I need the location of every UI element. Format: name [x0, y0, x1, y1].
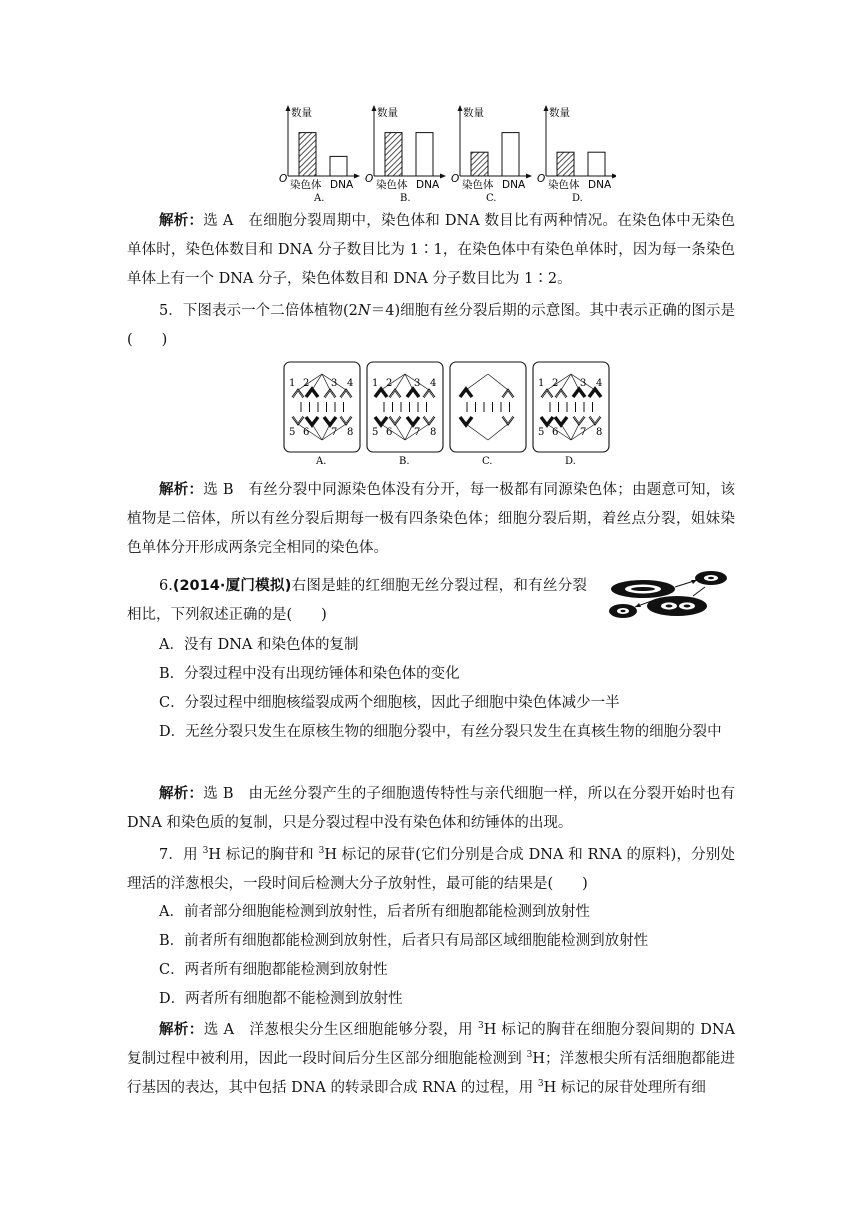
panel-letter: B.	[399, 456, 410, 467]
chromosome-bar	[557, 152, 574, 176]
cell-outline	[367, 362, 443, 452]
analysis-label: 解析：	[159, 1022, 204, 1038]
q6-option-b: B．分裂过程中没有出现纺锤体和染色体的变化	[159, 666, 460, 682]
q5-mitosis-panels	[280, 360, 610, 470]
bar-chart-2	[365, 105, 446, 204]
dna-bar	[502, 133, 519, 176]
chromosome-number: 7	[580, 427, 587, 438]
analysis-text: 选 B 由无丝分裂产生的子细胞遗传特性与亲代细胞一样，所以在分裂开始时也有 DNA 和染色质的复制，只是分裂过程中没有染色体和纺锤体的出现。	[127, 786, 735, 831]
y-axis-label: 数量	[377, 107, 398, 119]
dna-bar	[416, 133, 433, 176]
chromosome-number: 7	[331, 427, 338, 438]
origin-label: O	[451, 173, 460, 185]
x-label-dna: DNA	[502, 179, 526, 191]
x-label-dna: DNA	[588, 179, 612, 191]
chromosome-number: 4	[596, 378, 603, 389]
analysis-label: 解析：	[159, 482, 204, 498]
chromosome-number: 8	[596, 427, 603, 438]
origin-label: O	[279, 173, 288, 185]
q6-option-d: D．无丝分裂只发生在原核生物的细胞分裂中，有丝分裂只发生在真核生物的细胞分裂中	[159, 724, 722, 740]
q7-analysis: 解析：选 A 洋葱根尖分生区细胞能够分裂，用 $^3$H 标记的胸苷在细胞分裂间期的 DNA 复制过程中被利用，因此一段时间后分生区部分细胞能检测到 $^3$H；洋葱根尖所有活细胞都能进行基因的表达，其中包括 DNA 的转录即合成 RNA 的过程，用 $^3$H 标记的尿苷处理所有细	[127, 1021, 735, 1096]
mitosis-panel-4	[533, 362, 609, 467]
chromosome-number: 4	[430, 378, 437, 389]
q5-stem: 5．下图表示一个二倍体植物(2N＝4)细胞有丝分裂后期的示意图。其中表示正确的图示是( )	[127, 303, 735, 348]
chromosome-number: 3	[580, 378, 587, 389]
chromosome-number: 8	[347, 427, 354, 438]
x-label-chromosome: 染色体	[548, 179, 580, 191]
bar-chart-1	[279, 105, 360, 204]
q6-stem: 6.(2014·厦门模拟)右图是蛙的红细胞无丝分裂过程，和有丝分裂相比，下列叙述正确的是( )	[127, 578, 587, 623]
chromosome-number: 2	[386, 378, 393, 389]
chromosome-number: 1	[372, 378, 379, 389]
cell-outline	[450, 362, 526, 452]
q7-option-c: C．两者所有细胞都能检测到放射性	[159, 962, 388, 978]
q7-option-d: D．两者所有细胞都不能检测到放射性	[159, 991, 403, 1007]
origin-label: O	[537, 173, 546, 185]
chromosome-number: 6	[552, 427, 559, 438]
q4-analysis	[127, 207, 735, 294]
x-label-dna: DNA	[416, 179, 440, 191]
y-axis-label: 数量	[291, 107, 312, 119]
cell-outline	[533, 362, 609, 452]
y-axis-label: 数量	[549, 107, 570, 119]
analysis-label: 解析：	[159, 213, 204, 229]
chromosome-number: 6	[386, 427, 393, 438]
analysis-label: 解析：	[159, 786, 204, 802]
frog-rbc-amitosis-figure	[605, 565, 737, 623]
chromosome-number: 2	[303, 378, 310, 389]
chromosome-bar	[385, 133, 402, 176]
bar-chart-4	[537, 105, 616, 204]
option-letter: C.	[486, 193, 497, 204]
q5-analysis	[127, 476, 735, 563]
dna-bar	[588, 152, 605, 176]
q6-option-c: C．分裂过程中细胞核缢裂成两个细胞核，因此子细胞中染色体减少一半	[159, 695, 620, 711]
mitosis-panel-2	[367, 362, 443, 467]
panel-letter: D.	[565, 456, 576, 467]
option-letter: B.	[400, 193, 411, 204]
x-label-chromosome: 染色体	[290, 179, 322, 191]
chromosome-number: 6	[303, 427, 310, 438]
chromosome-bar	[299, 133, 316, 176]
chromosome-number: 1	[538, 378, 545, 389]
q6-analysis	[127, 780, 735, 838]
q6-option-a: A．没有 DNA 和染色体的复制	[159, 637, 359, 653]
analysis-text: 选 B 有丝分裂中同源染色体没有分开，每一极都有同源染色体；由题意可知，该植物是二倍体，所以有丝分裂后期每一极有四条染色体；细胞分裂后期，着丝点分裂，姐妹染色单体分开形成两条完全相同的染色体。	[127, 482, 735, 556]
analysis-text: 选 A 在细胞分裂周期中，染色体和 DNA 数目比有两种情况。在染色体中无染色单体时，染色体数目和 DNA 分子数目比为 1∶1，在染色体中有染色单体时，因为每一条染色单体上有一个 DNA 分子，染色体数目和 DNA 分子数目比为 1∶2。	[127, 213, 735, 287]
option-letter: A.	[314, 193, 325, 204]
chromosome-number: 3	[414, 378, 421, 389]
origin-label: O	[365, 173, 374, 185]
chromosome-number: 8	[430, 427, 437, 438]
q7-option-a: A．前者部分细胞能检测到放射性，后者所有细胞都能检测到放射性	[159, 904, 590, 920]
mitosis-panel-1	[284, 362, 360, 467]
chromosome-number: 5	[289, 427, 296, 438]
chromosome-number: 3	[331, 378, 338, 389]
bar-chart-3	[451, 105, 532, 204]
chromosome-number: 2	[552, 378, 559, 389]
q6-source: (2014·厦门模拟)	[172, 578, 292, 594]
x-label-dna: DNA	[330, 179, 354, 191]
q7-stem: 7．用 $^3$H 标记的胸苷和 $^3$H 标记的尿苷(它们分别是合成 DNA 和 RNA 的原料)，分别处理活的洋葱根尖，一段时间后检测大分子放射性，最可能的结果是( )	[127, 846, 735, 892]
y-axis-label: 数量	[463, 107, 484, 119]
option-letter: D.	[572, 193, 583, 204]
panel-letter: A.	[316, 456, 327, 467]
q7-option-b: B．前者所有细胞都能检测到放射性，后者只有局部区域细胞能检测到放射性	[159, 933, 649, 949]
mitosis-panel-3	[450, 362, 526, 467]
chromosome-number: 4	[347, 378, 354, 389]
chromosome-number: 1	[289, 378, 296, 389]
chromosome-number: 7	[414, 427, 421, 438]
chromosome-number: 5	[538, 427, 545, 438]
x-label-chromosome: 染色体	[376, 179, 408, 191]
chromosome-number: 5	[372, 427, 379, 438]
chromosome-bar	[471, 152, 488, 176]
cell-outline	[284, 362, 360, 452]
dna-bar	[330, 156, 347, 176]
panel-letter: C.	[482, 456, 493, 467]
x-label-chromosome: 染色体	[462, 179, 494, 191]
q4-bar-charts	[276, 100, 616, 206]
